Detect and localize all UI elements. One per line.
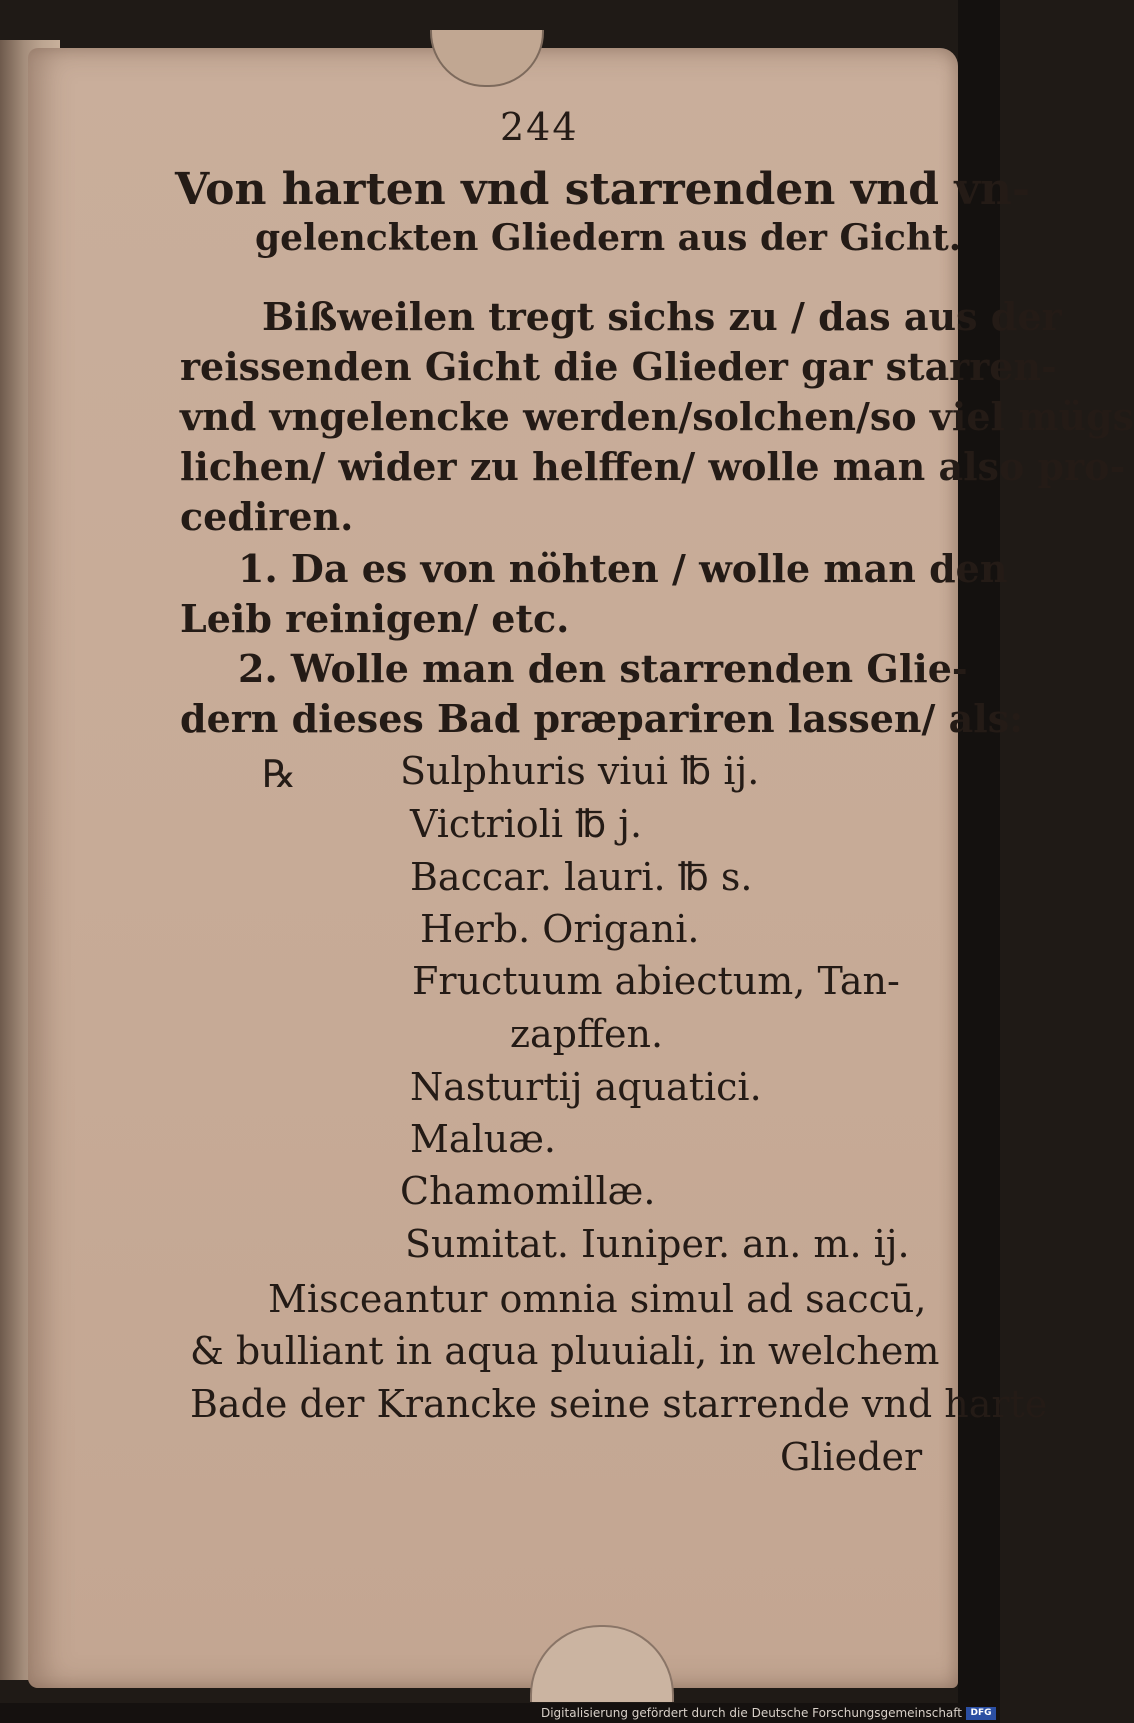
- recipe-symbol: ℞: [262, 752, 297, 796]
- body-line-4: lichen/ wider zu helffen/ wolle man also pro-: [180, 444, 1126, 489]
- recipe-line-4: Herb. Origani.: [420, 907, 700, 951]
- recipe-line-5: Fructuum abiectum, Tan-: [412, 959, 900, 1003]
- body-line-2: reissenden Gicht die Glieder gar starren-: [180, 344, 1057, 389]
- recipe-line-7: Nasturtij aquatici.: [410, 1065, 762, 1109]
- recipe-line-1: Sulphuris viui ℔ ij.: [400, 749, 760, 793]
- catchword: Glieder: [780, 1435, 923, 1479]
- page-number: 244: [500, 105, 579, 149]
- recipe-line-9: Chamomillæ.: [400, 1169, 656, 1213]
- funding-credit: Digitalisierung gefördert durch die Deutsche Forschungsgemeinschaft: [540, 1706, 962, 1720]
- recipe-line-3: Baccar. lauri. ℔ s.: [410, 855, 753, 899]
- closing-line-2: & bulliant in aqua pluuiali, in welchem: [190, 1329, 940, 1373]
- heading-line-1: Von harten vnd starrenden vnd vn-: [175, 164, 1031, 215]
- recipe-line-6: zapffen.: [510, 1012, 664, 1056]
- body-line-9: dern dieses Bad præpariren lassen/ als:: [180, 696, 1024, 741]
- body-line-1: Bißweilen tregt sichs zu / das aus der: [262, 294, 1062, 339]
- body-line-3: vnd vngelencke werden/solchen/so viel mügs: [180, 394, 1134, 439]
- recipe-line-2: Victrioli ℔ j.: [410, 802, 643, 846]
- body-line-8: 2. Wolle man den starrenden Glie-: [238, 646, 968, 691]
- body-line-5: cediren.: [180, 494, 354, 539]
- body-line-7: Leib reinigen/ etc.: [180, 596, 570, 641]
- footer-bar: [0, 1703, 1000, 1723]
- closing-line-3: Bade der Krancke seine starrende vnd harte: [190, 1382, 1048, 1426]
- heading-line-2: gelenckten Gliedern aus der Gicht.: [255, 217, 962, 259]
- recipe-line-8: Maluæ.: [410, 1117, 556, 1161]
- closing-line-1: Misceantur omnia simul ad saccū,: [268, 1277, 927, 1321]
- dfg-logo: DFG: [966, 1707, 996, 1720]
- recipe-line-10: Sumitat. Iuniper. an. m. ij.: [405, 1222, 910, 1266]
- body-line-6: 1. Da es von nöhten / wolle man den: [238, 546, 1008, 591]
